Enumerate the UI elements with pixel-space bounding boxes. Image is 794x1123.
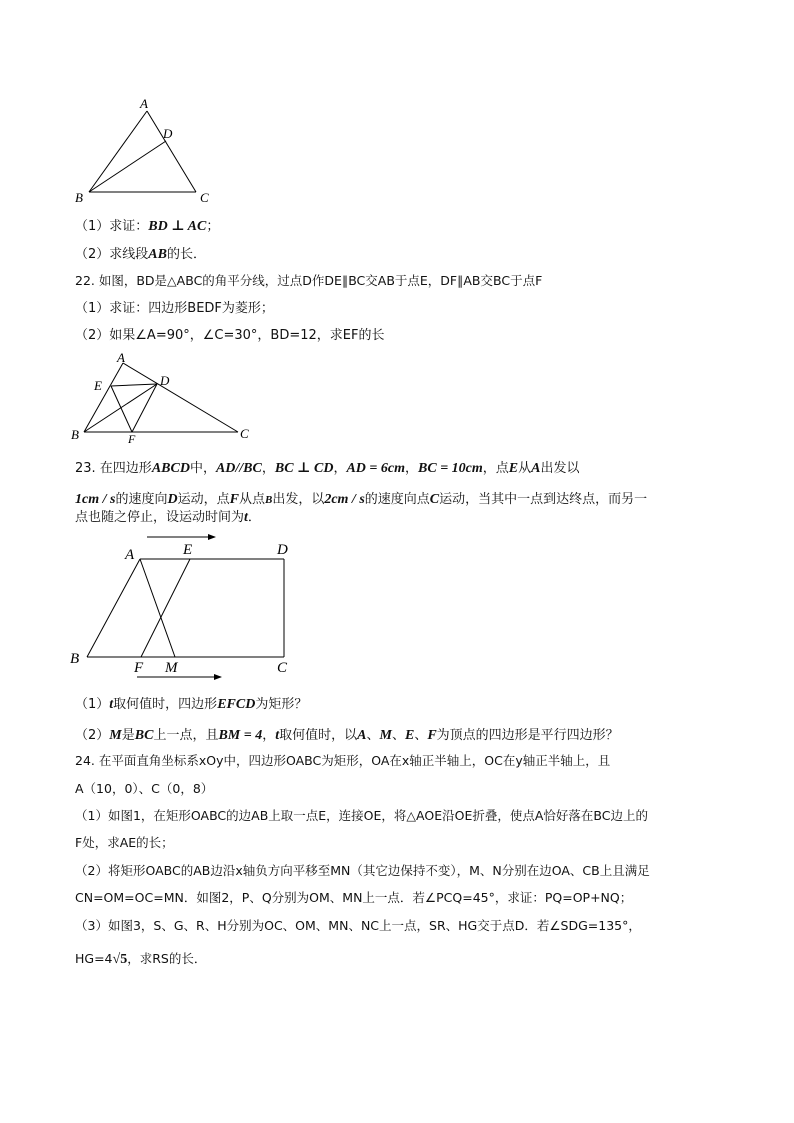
sqrt5: √5 bbox=[112, 952, 128, 967]
q24-part2-line1: （2）将矩形OABC的AB边沿x轴负方向平移至MN（其它边保持不变），M、N分别在边OA、CB上且满足 bbox=[75, 863, 650, 878]
segment-ef bbox=[141, 559, 190, 657]
q22-part1: （1）求证：四边形BEDF为菱形； bbox=[75, 301, 274, 316]
q21-part2: （2）求线段AB的长． bbox=[75, 247, 206, 262]
q24-part3-line2: HG=4√5，求RS的长． bbox=[75, 951, 207, 967]
q22-part2: （2）如果∠A=90°，∠C=30°，BD=12，求EF的长 bbox=[75, 328, 385, 343]
label-c: C bbox=[277, 660, 288, 676]
segment-bd bbox=[89, 141, 166, 192]
q23-line2: 1cm / s的速度向D运动，点F从点B出发，以2cm / s的速度向点C运动，当其中一点到达终点，而另一 bbox=[75, 492, 648, 507]
q24-stem-line1: 24. 在平面直角坐标系xOy中，四边形OABC为矩形，OA在x轴正半轴上，OC在y轴正半轴上，且 bbox=[75, 753, 611, 768]
label-a: A bbox=[125, 547, 135, 563]
label-c: C bbox=[240, 426, 249, 441]
label-e: E bbox=[183, 542, 193, 558]
figure-triangle-abc bbox=[70, 95, 220, 210]
figure-trapezoid-abcd bbox=[65, 527, 305, 687]
label-d: D bbox=[277, 542, 288, 558]
label-b: B bbox=[70, 651, 80, 667]
q23-line3: 点也随之停止，设运动时间为t． bbox=[75, 510, 261, 525]
label-c: C bbox=[200, 190, 209, 205]
label-b: B bbox=[71, 427, 79, 442]
label-a: A bbox=[117, 350, 125, 365]
q21-part1: （1）求证：BD ⊥ AC； bbox=[75, 219, 220, 234]
q23-part1: （1）t取何值时，四边形EFCD为矩形？ bbox=[75, 697, 308, 712]
q21-p2-math: AB bbox=[148, 247, 167, 262]
q24-part1-line2: F处，求AE的长； bbox=[75, 835, 174, 850]
q24-stem-line2: A（10，0）、C（0，8） bbox=[75, 781, 214, 796]
q23-part2: （2）M是BC上一点，且BM = 4，t取何值时，以A、M、E、F为顶点的四边形是平行四边形？ bbox=[75, 728, 619, 743]
segment-ab bbox=[84, 363, 123, 432]
q21-p1-math: BD ⊥ AC bbox=[148, 219, 207, 234]
segment-ab bbox=[87, 559, 140, 657]
segment-ef bbox=[111, 386, 132, 432]
figure-rhombus-bedf bbox=[68, 350, 258, 445]
segment-ed bbox=[111, 384, 157, 386]
label-d: D bbox=[163, 126, 173, 141]
label-m: M bbox=[165, 660, 178, 676]
q24-part2-line2: CN=OM=OC=MN．如图2，P、Q分别为OM、MN上一点．若∠PCQ=45°，求证：PQ=OP+NQ； bbox=[75, 890, 633, 905]
label-e: E bbox=[94, 378, 102, 393]
segment-ac bbox=[147, 111, 196, 192]
segment-am bbox=[140, 559, 175, 657]
label-f: F bbox=[128, 432, 136, 445]
segment-ab bbox=[89, 111, 147, 192]
q24-part1-line1: （1）如图1，在矩形OABC的边AB上取一点E，连接OE，将△AOE沿OE折叠，使点A恰好落在BC边上的 bbox=[75, 808, 648, 823]
label-a: A bbox=[140, 96, 148, 111]
label-d: D bbox=[160, 373, 170, 388]
segment-ac bbox=[123, 363, 238, 432]
q24-part3-line1: （3）如图3，S、G、R、H分别为OC、OM、MN、NC上一点，SR、HG交于点D．若∠SDG=135°， bbox=[75, 918, 641, 933]
q22-stem: 22. 如图，BD是△ABC的角平分线，过点D作DE∥BC交AB于点E，DF∥AB交BC于点F bbox=[75, 273, 543, 288]
segment-df bbox=[132, 384, 157, 432]
label-b: B bbox=[75, 190, 83, 205]
q23-line1: 23. 在四边形ABCD中，AD//BC，BC ⊥ CD，AD = 6cm，BC = 10cm，点E从A出发以 bbox=[75, 461, 580, 476]
label-f: F bbox=[134, 660, 144, 676]
